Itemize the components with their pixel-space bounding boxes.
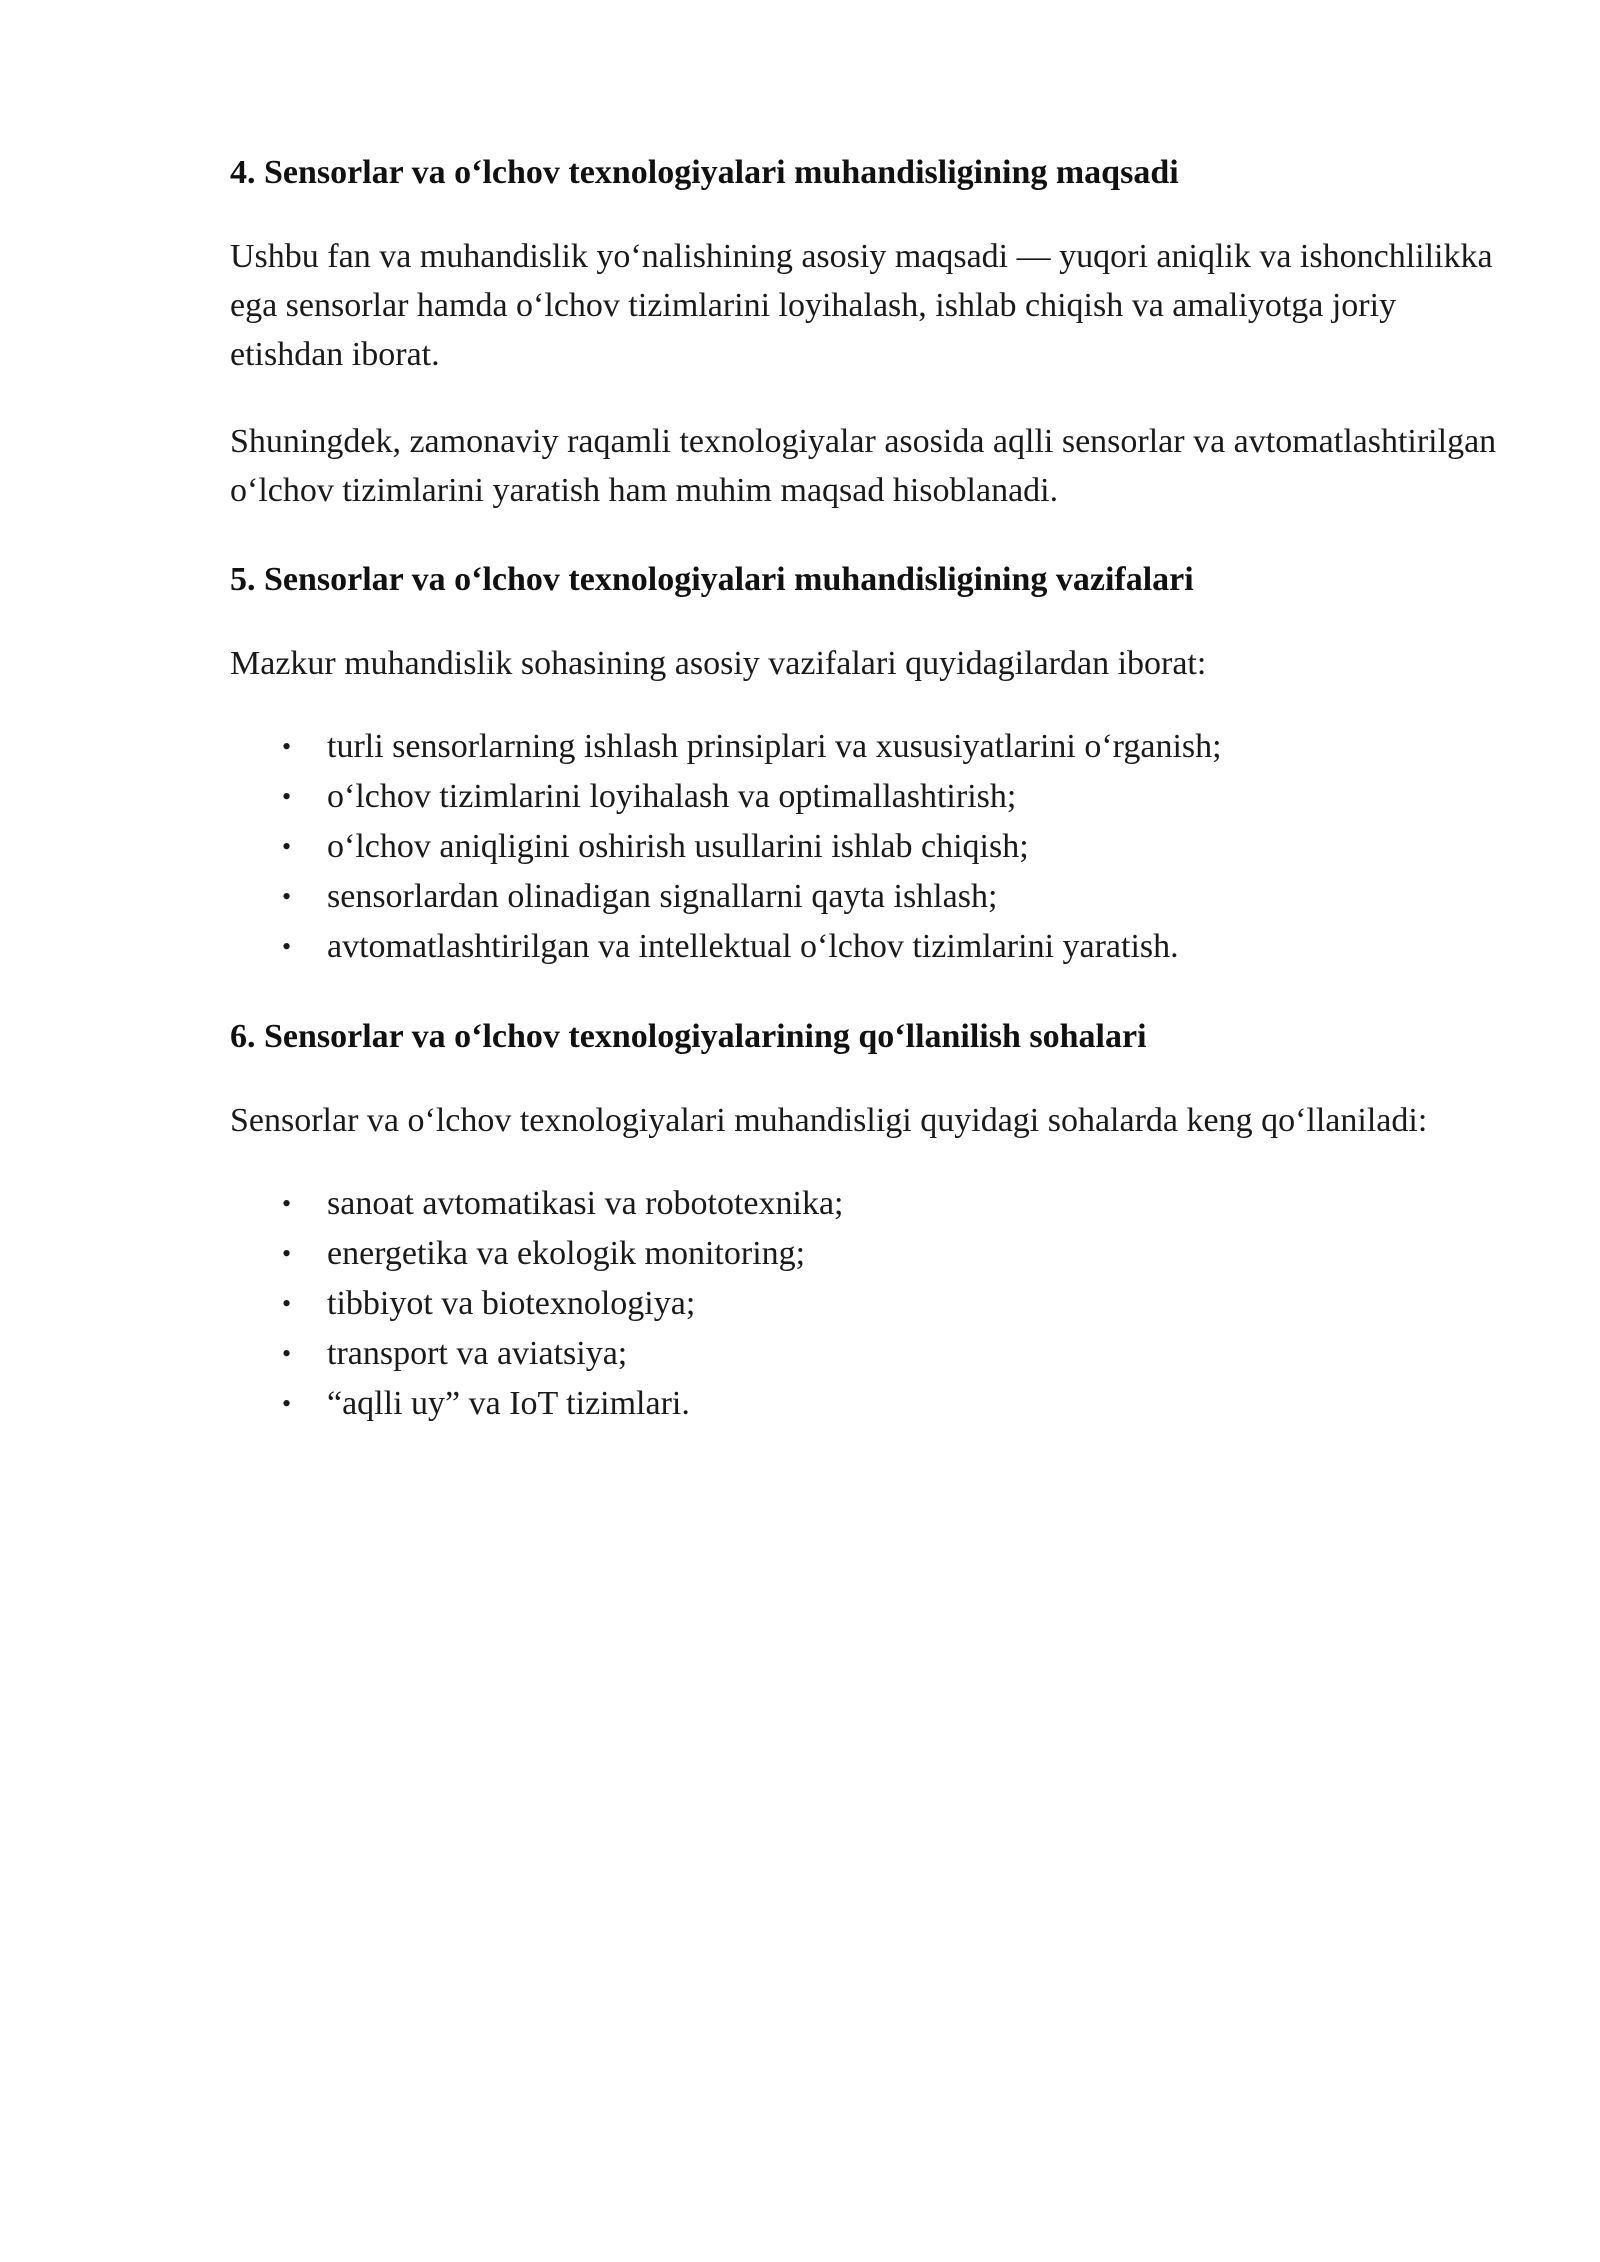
bullet-icon: • [282,882,292,911]
list-item [230,722,1500,772]
bullet-icon: • [282,1339,292,1368]
section-6-bullet-list [230,1179,1500,1429]
document-page [230,150,1500,1429]
bullet-icon: • [282,1289,292,1318]
section-heading-6: 6. Sensorlar va o‘lchov texnologiyalarining qo‘llanilish sohalari [230,1018,1147,1055]
bullet-icon: • [282,1189,292,1218]
list-item-text: sanoat avtomatikasi va robototexnika; [327,1185,844,1222]
list-item-text: transport va aviatsiya; [327,1335,628,1372]
list-item-text: energetika va ekologik monitoring; [327,1235,806,1272]
bullet-icon: • [282,782,292,811]
list-item [230,772,1500,822]
list-item-text: turli sensorlarning ishlash prinsiplari va xususiyatlarini o‘rganish; [327,728,1222,765]
bullet-icon: • [282,1239,292,1268]
section-5-paragraph-1: Mazkur muhandislik sohasining asosiy vazifalari quyidagilardan iborat: [230,645,1207,682]
bullet-icon: • [282,1389,292,1418]
list-item-text: sensorlardan olinadigan signallarni qayta ishlash; [327,878,998,915]
list-item-text: “aqlli uy” va IoT tizimlari. [327,1385,690,1422]
list-item [230,822,1500,872]
section-4-paragraph-1: Ushbu fan va muhandislik yo‘nalishining asosiy maqsadi — yuqori aniqlik va ishonchlilikka ega sensorlar hamda o‘lchov tizimlarini loyihalash, ishlab chiqish va amaliyotga joriy etishdan iborat. [230,238,1493,373]
section-5-bullet-list [230,722,1500,972]
list-item [230,872,1500,922]
bullet-icon: • [282,932,292,961]
list-item [230,922,1500,972]
section-6-paragraph-1: Sensorlar va o‘lchov texnologiyalari muhandisligi quyidagi sohalarda keng qo‘llaniladi: [230,1102,1428,1139]
list-item [230,1229,1500,1279]
section-heading-4: 4. Sensorlar va o‘lchov texnologiyalari muhandisligining maqsadi [230,154,1179,191]
list-item-text: tibbiyot va biotexnologiya; [327,1285,696,1322]
section-4-paragraph-2: Shuningdek, zamonaviy raqamli texnologiyalar asosida aqlli sensorlar va avtomatlashtirilgan o‘lchov tizimlarini yaratish ham muhim maqsad hisoblanadi. [230,423,1497,509]
bullet-icon: • [282,832,292,861]
list-item-text: o‘lchov aniqligini oshirish usullarini ishlab chiqish; [327,828,1029,865]
list-item-text: avtomatlashtirilgan va intellektual o‘lchov tizimlarini yaratish. [327,928,1179,965]
list-item [230,1279,1500,1329]
list-item [230,1179,1500,1229]
section-heading-5: 5. Sensorlar va o‘lchov texnologiyalari muhandisligining vazifalari [230,561,1194,598]
list-item [230,1329,1500,1379]
list-item [230,1379,1500,1429]
list-item-text: o‘lchov tizimlarini loyihalash va optimallashtirish; [327,778,1017,815]
bullet-icon: • [282,732,292,761]
